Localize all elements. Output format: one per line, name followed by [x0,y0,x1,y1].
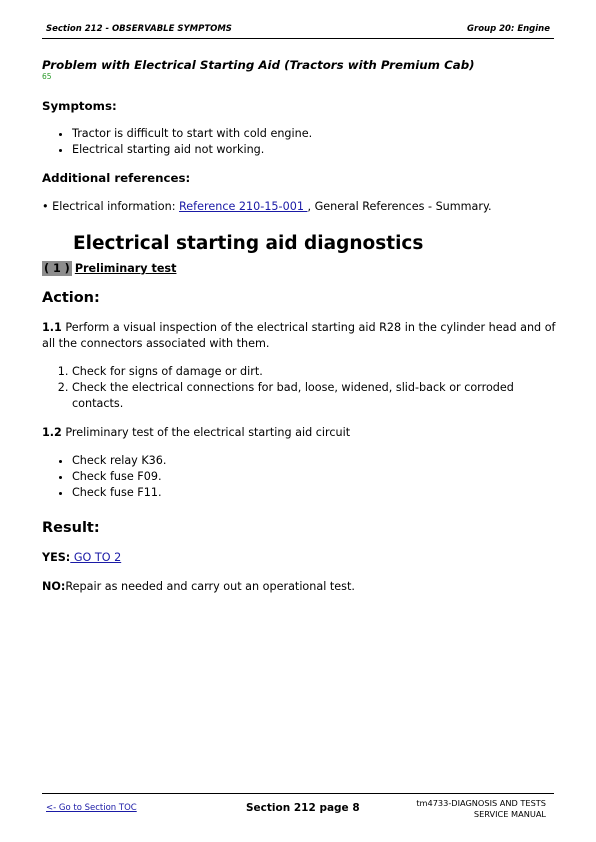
list-item: • Tractor is difficult to start with cold engine. [72,126,557,142]
step-header [42,261,557,277]
result-heading: Result: [42,520,100,536]
result-yes [42,550,557,566]
inspection-checklist [42,364,557,412]
diagnostics-title: Electrical starting aid diagnostics [73,233,424,254]
header-section-title: Section 212 - OBSERVABLE SYMPTOMS [46,24,232,34]
electrical-reference [42,199,557,215]
manual-title [416,798,546,820]
symptoms-list [42,126,557,158]
list-item: • Electrical starting aid not working. [72,142,557,158]
action-step-1-1 [42,320,557,352]
action-step-number: 1.2 [42,426,62,439]
list-item: • Check relay K36. [72,453,557,469]
action-heading: Action: [42,290,100,306]
list-item: • Check fuse F09. [72,469,557,485]
action-step-number: 1.1 [42,321,62,334]
list-item: 2. Check the electrical connections for bad, loose, widened, slid-back or corroded contacts. [72,380,557,412]
problem-title: Problem with Electrical Starting Aid (Tractors with Premium Cab) [42,58,475,72]
additional-references-heading: Additional references: [42,171,191,185]
action-step-text: Preliminary test of the electrical starting aid circuit [61,426,351,439]
header-group-title: Group 20: Engine [467,24,550,34]
goto-step-2-link[interactable]: GO TO 2 [70,551,122,564]
list-item: • Check fuse F11. [72,485,557,501]
reference-link[interactable]: Reference 210-15-001 [179,200,308,213]
action-step-1-2 [42,425,557,441]
main-content [42,57,557,595]
circuit-checklist [42,453,557,501]
yes-label: YES: [42,551,71,564]
no-text: Repair as needed and carry out an operational test. [65,580,355,593]
list-item: 1. Check for signs of damage or dirt. [72,364,557,380]
section-toc-link[interactable]: <- Go to Section TOC [46,803,137,813]
manual-title-line-2: SERVICE MANUAL [473,809,546,819]
page-number: Section 212 page 8 [246,802,360,814]
page-footer [42,793,554,824]
symptoms-heading: Symptoms: [42,99,117,113]
step-title: Preliminary test [74,262,177,275]
page-header [42,22,554,39]
action-step-text: Perform a visual inspection of the electrical starting aid R28 in the cylinder head and of all the connectors associated with them. [42,321,556,350]
problem-number: 65 [42,72,52,81]
no-label: NO: [42,580,66,593]
reference-suffix: , General References - Summary. [307,200,492,213]
reference-prefix: • Electrical information: [42,200,180,213]
step-tag: ( 1 ) [44,262,70,275]
result-no [42,579,557,595]
manual-title-line-1: tm4733-DIAGNOSIS AND TESTS [416,798,546,808]
